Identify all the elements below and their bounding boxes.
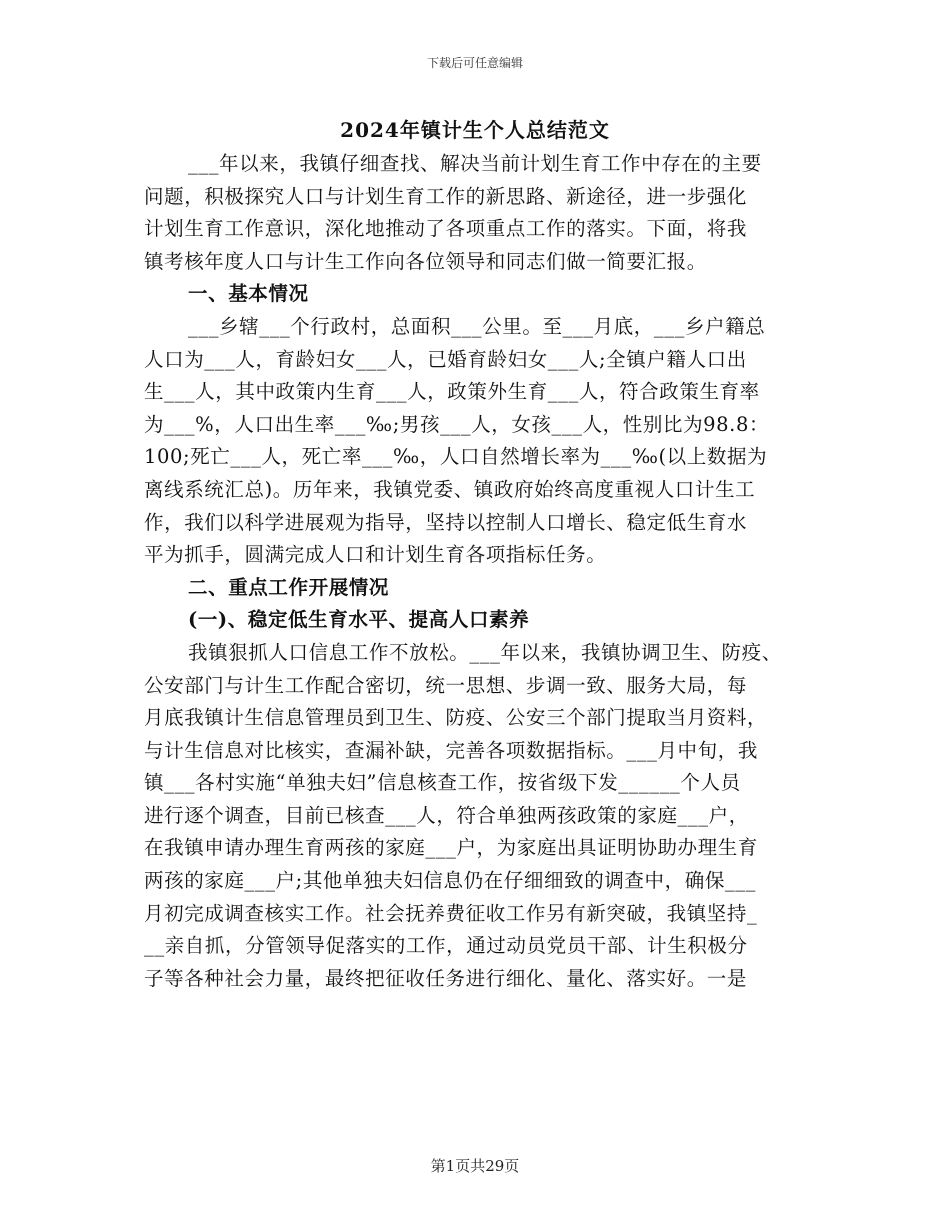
paragraph-line: 平为抓手，圆满完成人口和计划生育各项指标任务。 (144, 543, 607, 567)
paragraph-line: 生___人，其中政策内生育___人，政策外生育___人，符合政策生育率 (144, 380, 760, 404)
paragraph-line: 计划生育工作意识，深化地推动了各项重点工作的落实。下面，将我 (144, 217, 748, 241)
paragraph-line: 进行逐个调查，目前已核查___人，符合单独两孩政策的家庭___户， (144, 803, 749, 827)
paragraph-line: 镇考核年度人口与计生工作向各位领导和同志们做一简要汇报。 (144, 249, 707, 273)
paragraph-line: 我镇狠抓人口信息工作不放松。___年以来，我镇协调卫生、防疫、 (188, 640, 782, 664)
document-title: 2024年镇计生个人总结范文 (340, 118, 610, 142)
paragraph-line: 公安部门与计生工作配合密切，统一思想、步调一致、服务大局，每 (144, 673, 748, 697)
section-heading: 一、基本情况 (188, 282, 309, 306)
paragraph-line: 离线系统汇总)。历年来，我镇党委、镇政府始终高度重视人口计生工 (144, 477, 756, 501)
section-heading: 二、重点工作开展情况 (188, 575, 390, 599)
paragraph-line: 月初完成调查核实工作。社会抚养费征收工作另有新突破，我镇坚持_ (144, 901, 758, 925)
paragraph-line: 为___%，人口出生率___‰;男孩___人，女孩___人，性别比为98.8： (144, 412, 770, 436)
paragraph-line: 子等各种社会力量，最终把征收任务进行细化、量化、落实好。一是 (144, 966, 748, 990)
subsection-heading: (一)、稳定低生育水平、提高人口素养 (188, 608, 530, 632)
paragraph-line: 两孩的家庭___户;其他单独夫妇信息仍在仔细细致的调查中，确保___ (144, 869, 756, 893)
header-note: 下载后可任意编辑 (426, 56, 523, 70)
paragraph-line: 作，我们以科学进展观为指导，坚持以控制人口增长、稳定低生育水 (144, 510, 748, 534)
paragraph-line: ___乡辖___个行政村，总面积___公里。至___月底，___乡户籍总 (188, 314, 766, 338)
paragraph-line: 月底我镇计生信息管理员到卫生、防疫、公安三个部门提取当月资料， (144, 706, 768, 730)
paragraph-line: 人口为___人，育龄妇女___人，已婚育龄妇女___人;全镇户籍人口出 (144, 347, 747, 371)
paragraph-line: 镇___各村实施“单独夫妇”信息核查工作，按省级下发______个人员 (144, 771, 741, 795)
paragraph-line: __亲自抓，分管领导促落实的工作，通过动员党员干部、计生积极分 (144, 934, 748, 958)
paragraph-line: 100;死亡___人，死亡率___‰，人口自然增长率为___‰(以上数据为 (144, 445, 768, 469)
paragraph-line: 与计生信息对比核实，查漏补缺，完善各项数据指标。___月中旬，我 (144, 738, 758, 762)
document-body (144, 148, 809, 995)
paragraph-line: 问题，积极探究人口与计划生育工作的新思路、新途径，进一步强化 (144, 184, 748, 208)
page-number: 第1页共29页 (430, 1157, 520, 1175)
paragraph-line: ___年以来，我镇仔细查找、解决当前计划生育工作中存在的主要 (188, 152, 762, 175)
paragraph-line: 在我镇申请办理生育两孩的家庭___户，为家庭出具证明协助办理生育 (144, 836, 758, 860)
